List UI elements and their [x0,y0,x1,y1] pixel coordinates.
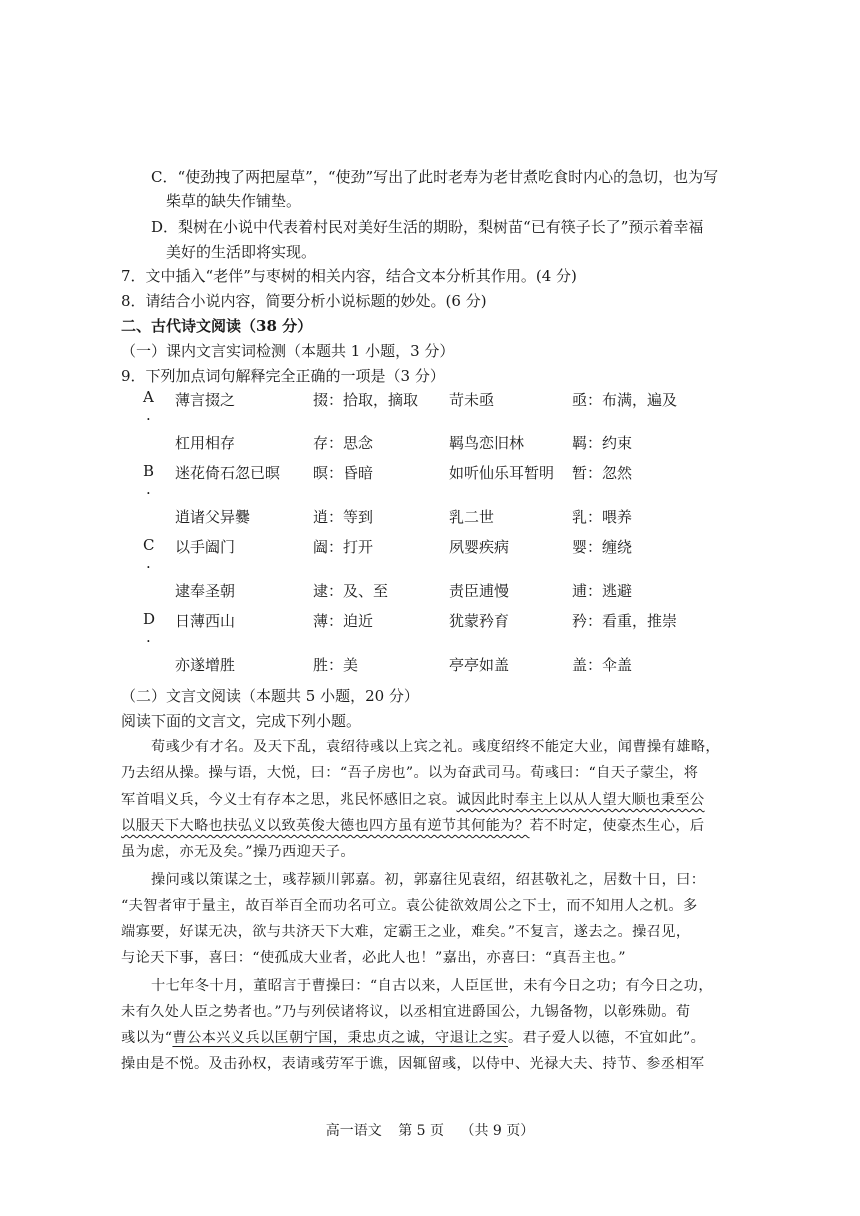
passage-p1-line3-text: 军首唱义兵，今义士有存本之思，兆民怀感旧之哀。 [121,792,457,808]
passage-p3-line3-end: 。君子爱人以德，不宜如此”。 [507,1030,706,1046]
passage-p3-line3-start: 彧以为“ [121,1030,173,1046]
section-2-title: 二、古代诗文阅读（38 分） [121,317,313,335]
option-c-r1-phrase1: 以手阖门 [175,538,236,556]
passage-p1-line4-text: 若不时定，使豪杰生心，后 [529,818,705,834]
option-a-r2-phrase1: 杠用相存 [175,434,236,452]
option-b-r1-phrase2: 如听仙乐耳暂明 [449,464,555,482]
option-c-r2-gloss1: 逮：及、至 [313,582,389,600]
passage-p3-line3 [121,1028,705,1048]
option-c-r1-phrase2: 夙婴疾病 [449,538,510,556]
option-c-line2: 柴草的缺失作铺垫。 [166,192,302,210]
passage-p2-line4: 与论天下事，喜曰：“使孤成大业者，必此人也！”嘉出，亦喜曰：“真吾主也。” [121,950,626,966]
option-c-line1: C．“使劲拽了两把屋草”，“使劲”写出了此时老寿为老甘煮吃食时内心的急切，也为写 [151,168,719,186]
page-footer [0,1121,860,1141]
footer-page-number: 第 5 页 [398,1123,444,1139]
question-8: 8．请结合小说内容，简要分析小说标题的妙处。(6 分) [121,292,487,310]
option-a-r1-phrase1: 薄言掇之 [175,391,236,409]
option-d-r2-phrase2: 亭亭如盖 [449,656,510,674]
footer-subject: 高一语文 [325,1123,382,1139]
option-b-r2-gloss2: 乳：喂养 [572,508,633,526]
option-b-r1-gloss2: 暂：忽然 [572,464,633,482]
option-b-r1-phrase1: 迷花倚石忽已暝 [175,464,281,482]
option-b-r2-gloss1: 逍：等到 [313,508,374,526]
option-letter-b: B [143,462,155,480]
passage-p3-line1: 十七年冬十月，董昭言于曹操曰：“自古以来，人臣匡世，未有今日之功；有今日之功， [151,978,713,994]
option-a-r2-gloss1: 存：思念 [313,434,374,452]
option-d-line2: 美好的生活即将实现。 [166,243,317,261]
option-a-r2-phrase2: 羁鸟恋旧林 [449,434,525,452]
option-letter-c: C [143,536,155,554]
passage-p3-line2: 未有久处人臣之势者也。”乃与列侯诸将议，以丞相宜进爵国公，九锡备物，以彰殊勋。荀 [121,1004,691,1020]
option-d-r2-gloss1: 胜：美 [313,656,359,674]
option-a-r1-gloss1: 掇：拾取，摘取 [313,391,419,409]
reading-instruction: 阅读下面的文言文，完成下列小题。 [121,712,362,730]
passage-p1-line3 [121,790,705,810]
option-letter-c-dot: . [146,554,151,572]
option-d-r1-gloss2: 矜：看重，推崇 [572,612,678,630]
option-letter-d-dot: . [146,628,151,646]
option-letter-a: A [143,388,154,406]
option-c-r1-gloss2: 婴：缠绕 [572,538,633,556]
part-2-title: （二）文言文阅读（本题共 5 小题，20 分） [121,687,419,705]
option-b-r2-phrase1: 逍诸父异爨 [175,508,251,526]
footer-total-pages: （共 9 页） [460,1123,535,1139]
question-7: 7．文中插入“老伴”与枣树的相关内容，结合文本分析其作用。(4 分) [121,267,577,285]
option-d-r2-gloss2: 盖：伞盖 [572,656,633,674]
underlined-sentence: 曹公本兴义兵以匡朝宁国，秉忠贞之诚，守退让之实 [172,1030,508,1046]
passage-p1-line1: 荀彧少有才名。及天下乱，袁绍待彧以上宾之礼。彧度绍终不能定大业，闻曹操有雄略， [151,739,720,755]
passage-p2-line3: 端寡要，好谋无决，欲与共济天下大难，定霸王之业，难矣。”不复言，遂去之。操召见， [121,924,691,940]
passage-p1-line4 [121,816,705,836]
option-letter-b-dot: . [146,480,151,498]
option-a-r1-gloss2: 亟：布满，遍及 [572,391,678,409]
option-d-r1-gloss1: 薄：迫近 [313,612,374,630]
part-1-title: （一）课内文言实词检测（本题共 1 小题，3 分） [121,342,455,360]
option-a-r1-phrase2: 苛未亟 [449,391,495,409]
option-c-r1-gloss1: 阖：打开 [313,538,374,556]
option-letter-a-dot: . [146,406,151,424]
passage-p1-line5: 虽为虑，亦无及矣。”操乃西迎天子。 [121,844,355,860]
question-9: 9．下列加点词句解释完全正确的一项是（3 分） [121,367,445,385]
wavy-underlined-sentence-part1: 诚因此时奉主上以从人望大顺也秉至公 [456,792,705,808]
option-letter-d: D [143,610,156,628]
option-c-r2-phrase2: 责臣逋慢 [449,582,510,600]
option-b-r2-phrase2: 乳二世 [449,508,495,526]
option-c-r2-gloss2: 逋：逃避 [572,582,633,600]
passage-p1-line2: 乃去绍从操。操与语，大悦，曰：“吾子房也”。以为奋武司马。荀彧曰：“自天子蒙尘，将 [121,765,699,781]
passage-p2-line2: “夫智者审于量主，故百举百全而功名可立。袁公徒欲效周公之下士，而不知用人之机。多 [121,898,698,914]
option-a-r2-gloss2: 羁：约束 [572,434,633,452]
wavy-underlined-sentence-part2: 以服天下大略也扶弘义以致英俊大德也四方虽有逆节其何能为？ [121,818,530,834]
option-d-r2-phrase1: 亦遂增胜 [175,656,236,674]
passage-p3-line4: 操由是不悦。及击孙权，表请彧劳军于谯，因辄留彧，以侍中、光禄大夫、持节、参丞相军 [121,1056,705,1072]
option-d-line1: D．梨树在小说中代表着村民对美好生活的期盼，梨树苗“已有筷子长了”预示着幸福 [151,218,704,236]
option-d-r1-phrase2: 犹蒙矜育 [449,612,510,630]
option-d-r1-phrase1: 日薄西山 [175,612,236,630]
option-b-r1-gloss1: 暝：昏暗 [313,464,374,482]
option-c-r2-phrase1: 逮奉圣朝 [175,582,236,600]
passage-p2-line1: 操问彧以策谋之士，彧荐颍川郭嘉。初，郭嘉往见袁绍，绍甚敬礼之，居数十日，曰： [151,872,706,888]
